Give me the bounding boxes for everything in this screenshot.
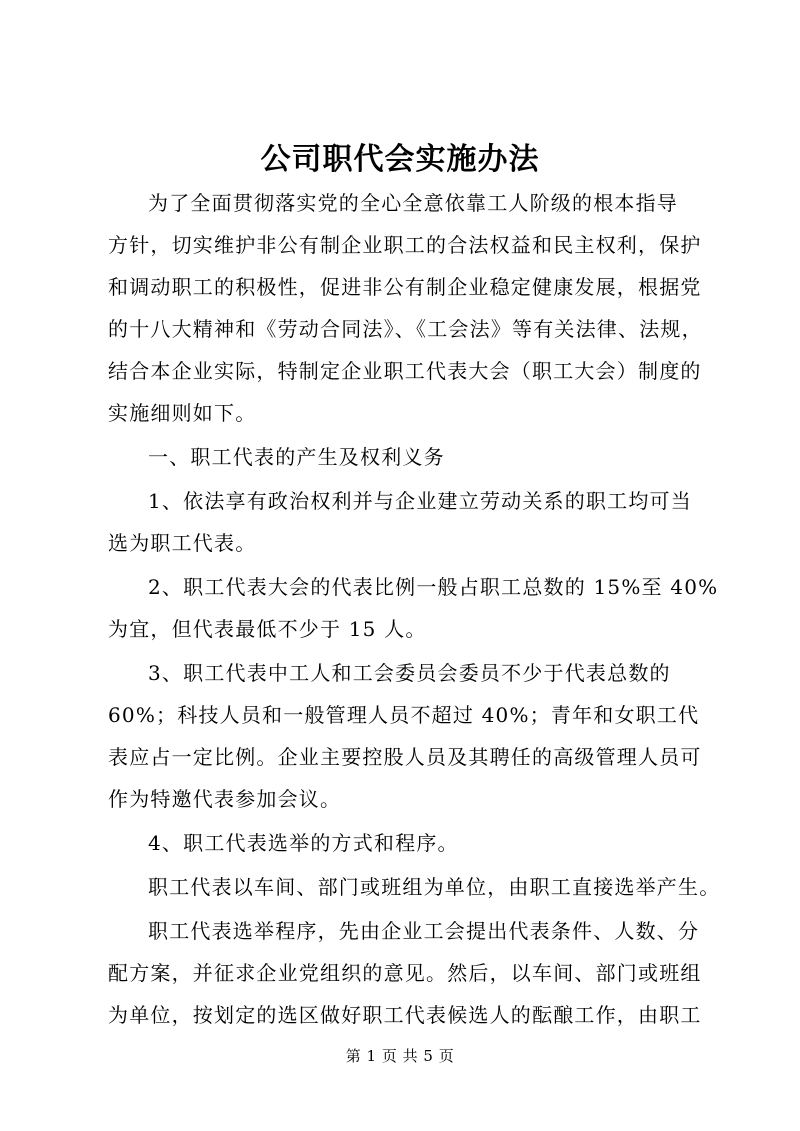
text-line: 为宜，但代表最低不少于 15 人。 <box>108 617 427 641</box>
clause-4 <box>108 822 708 864</box>
page-number-footer: 第 1 页 共 5 页 <box>345 1047 455 1065</box>
text-line: 配方案，并征求企业党组织的意见。然后，以车间、部门或班组 <box>108 961 702 985</box>
text-line: 选为职工代表。 <box>108 531 257 555</box>
clause-2 <box>108 566 719 650</box>
text-line: 的十八大精神和《劳动合同法》、《工会法》等有关法律、法规， <box>108 317 703 341</box>
text-line: 职工代表选举程序，先由企业工会提出代表条件、人数、分 <box>148 919 700 943</box>
text-line: 和调动职工的积极性，促进非公有制企业稳定健康发展，根据党 <box>108 275 702 299</box>
section-heading <box>108 436 708 478</box>
document-body <box>108 182 721 1038</box>
text-line: 3、职工代表中工人和工会委员会委员不少于代表总数的 <box>148 661 671 685</box>
text-line: 表应占一定比例。企业主要控股人员及其聘任的高级管理人员可 <box>108 745 702 769</box>
text-line: 方针，切实维护非公有制企业职工的合法权益和民主权利，保护 <box>108 233 702 257</box>
clause-1 <box>108 480 708 564</box>
text-line: 4、职工代表选举的方式和程序。 <box>148 831 459 855</box>
text-line: 1、依法享有政治权利并与企业建立劳动关系的职工均可当 <box>148 489 692 513</box>
text-line: 职工代表以车间、部门或班组为单位，由职工直接选举产生。 <box>148 875 721 899</box>
text-line: 作为特邀代表参加会议。 <box>108 787 342 811</box>
text-line: 结合本企业实际，特制定企业职工代表大会（职工大会）制度的 <box>108 359 702 383</box>
text-line: 一、职工代表的产生及权利义务 <box>148 445 445 469</box>
document-title: 公司职代会实施办法 <box>260 142 540 177</box>
text-line: 为单位，按划定的选区做好职工代表候选人的酝酿工作，由职工 <box>108 1003 702 1027</box>
clause-3 <box>108 652 708 820</box>
election-procedure-paragraph <box>108 910 708 1036</box>
text-line: 为了全面贯彻落实党的全心全意依靠工人阶级的根本指导 <box>148 191 678 215</box>
intro-paragraph <box>108 182 708 434</box>
text-line: 2、职工代表大会的代表比例一般占职工总数的 15%至 40% <box>148 575 719 599</box>
election-paragraph <box>108 866 721 908</box>
text-line: 实施细则如下。 <box>108 401 257 425</box>
text-line: 60%；科技人员和一般管理人员不超过 40%；青年和女职工代 <box>108 703 700 727</box>
